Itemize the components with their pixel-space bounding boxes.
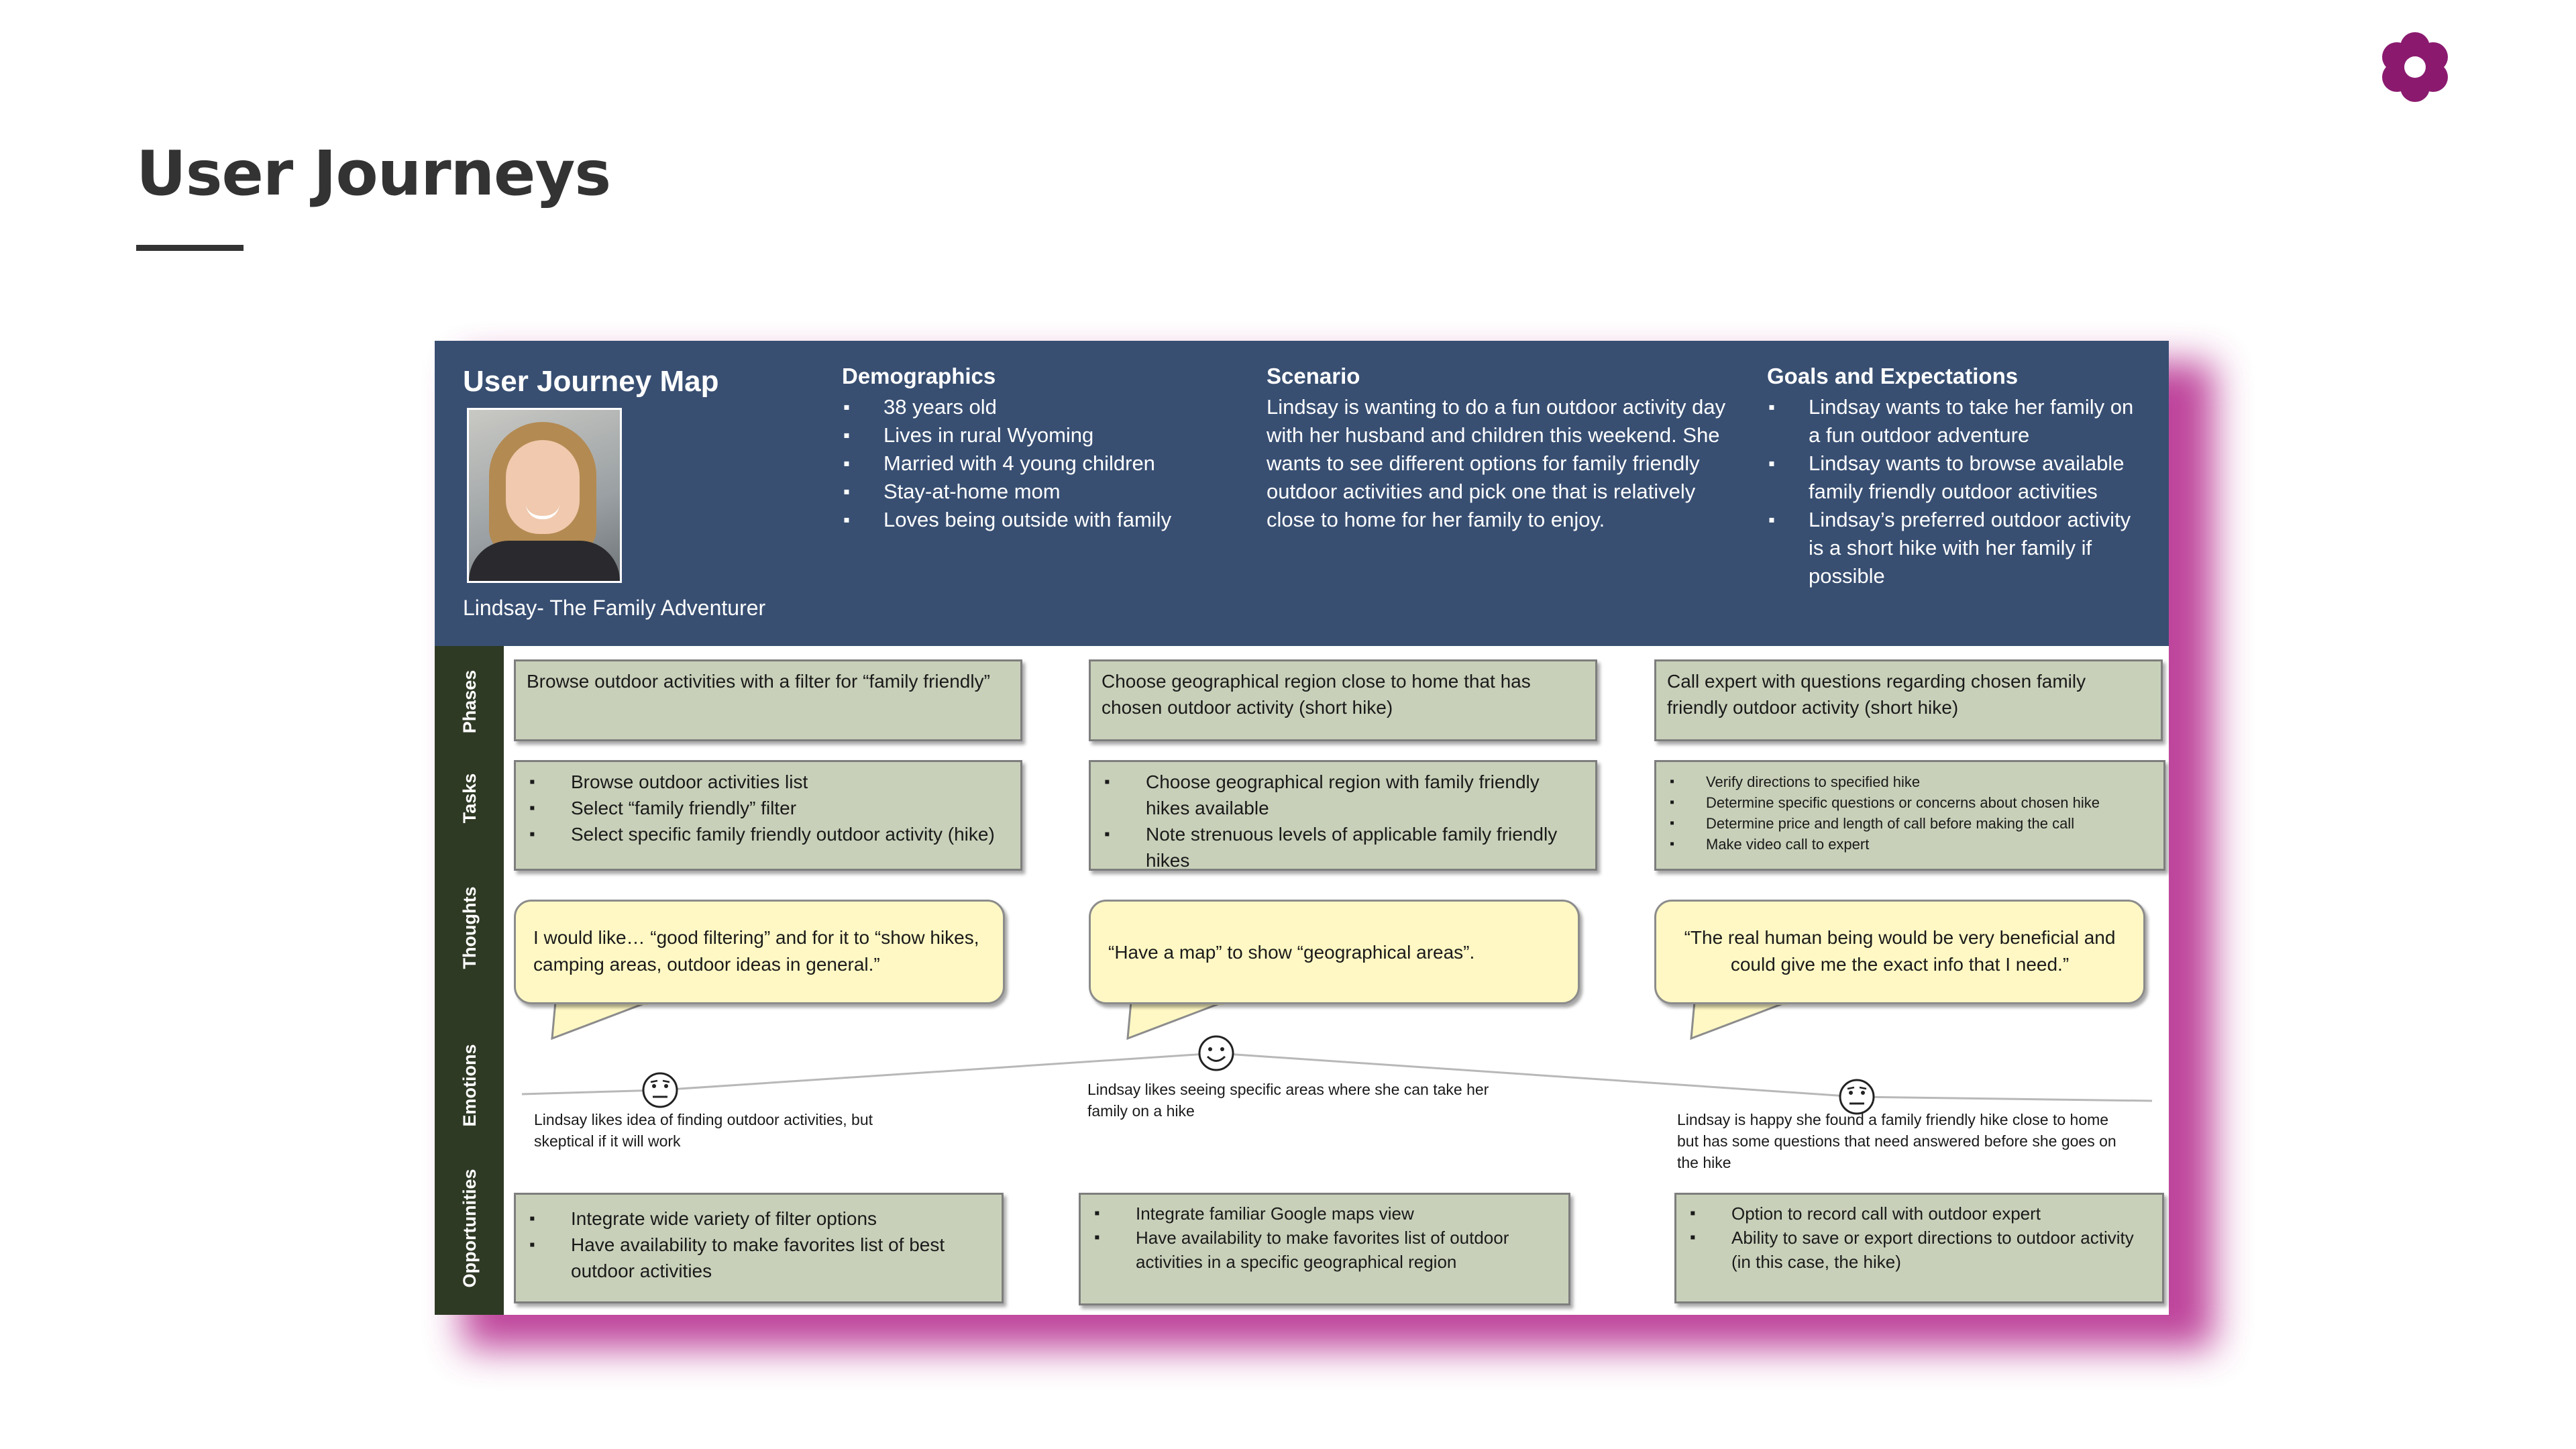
goals-item: ▪ Lindsay wants to take her family on a fun outdoor adventure — [1809, 393, 2143, 449]
lane-label-tasks: Tasks — [460, 773, 480, 824]
task-item: ▪ Determine price and length of call before making the call — [1706, 813, 2153, 834]
neutral-face-icon — [641, 1071, 679, 1109]
lane-label-opportunities: Opportunities — [460, 1169, 480, 1288]
phase-box-1: Browse outdoor activities with a filter for “family friendly” — [514, 659, 1022, 741]
bubble-tail — [1688, 1002, 1795, 1042]
task-item: ▪ Select specific family friendly outdoor activity (hike) — [571, 821, 1010, 847]
demographics-section — [842, 362, 1244, 534]
task-item: ▪ Choose geographical region with family friendly hikes available — [1146, 769, 1585, 821]
opportunity-item: ▪ Option to record call with outdoor expert — [1731, 1201, 2151, 1226]
opportunity-box-3 — [1674, 1193, 2164, 1303]
demographics-item: ▪ Loves being outside with family — [883, 506, 1244, 534]
task-item: ▪ Select “family friendly” filter — [571, 795, 1010, 821]
page-title: User Journeys — [136, 138, 611, 209]
scenario-section — [1267, 362, 1743, 534]
emotion-note-1: Lindsay likes idea of finding outdoor activities, but skeptical if it will work — [534, 1111, 873, 1150]
user-journey-map — [435, 341, 2169, 1315]
emotion-note-3: Lindsay is happy she found a family friendly hike close to home but has some questions that need answered before she goes on the hike — [1677, 1111, 2116, 1171]
persona-photo — [467, 408, 622, 583]
map-title: User Journey Map — [463, 365, 719, 398]
phase-box-2: Choose geographical region close to home that has chosen outdoor activity (short hike) — [1089, 659, 1597, 741]
persona-name: Lindsay- The Family Adventurer — [463, 596, 766, 620]
opportunity-item: ▪ Integrate familiar Google maps view — [1136, 1201, 1558, 1226]
phase-box-3: Call expert with questions regarding chosen family friendly outdoor activity (short hike) — [1654, 659, 2163, 741]
task-item: ▪ Verify directions to specified hike — [1706, 771, 2153, 792]
goals-item: ▪ Lindsay’s preferred outdoor activity is a short hike with her family if possible — [1809, 506, 2143, 590]
opportunity-box-1 — [514, 1193, 1004, 1303]
map-header — [435, 341, 2169, 646]
scenario-text: Lindsay is wanting to do a fun outdoor activity day with her husband and children this weekend. She wants to see different options for family friendly outdoor activities and pick one that is relatively close to home for her family to enjoy. — [1267, 395, 1726, 531]
title-underline — [136, 245, 244, 251]
scenario-heading: Scenario — [1267, 364, 1360, 388]
opportunity-item: ▪ Integrate wide variety of filter options — [571, 1205, 991, 1232]
task-item: ▪ Make video call to expert — [1706, 834, 2153, 855]
task-box-3 — [1654, 760, 2165, 871]
goals-section — [1767, 362, 2143, 590]
task-item: ▪ Determine specific questions or concerns about chosen hike — [1706, 792, 2153, 813]
demographics-item: ▪ 38 years old — [883, 393, 1244, 421]
task-box-2 — [1089, 760, 1597, 871]
lane-label-phases: Phases — [460, 669, 480, 734]
lane-label-emotions: Emotions — [460, 1044, 480, 1127]
demographics-item: ▪ Stay-at-home mom — [883, 478, 1244, 506]
demographics-heading: Demographics — [842, 364, 996, 388]
task-item: ▪ Browse outdoor activities list — [571, 769, 1010, 795]
thought-bubble-1: I would like… “good filtering” and for it to “show hikes, camping areas, outdoor ideas in general.” — [514, 900, 1005, 1004]
task-item: ▪ Note strenuous levels of applicable family friendly hikes — [1146, 821, 1585, 873]
demographics-item: ▪ Married with 4 young children — [883, 449, 1244, 478]
thought-bubble-2: “Have a map” to show “geographical areas”. — [1089, 900, 1580, 1004]
lane-label-thoughts: Thoughts — [460, 886, 480, 969]
bubble-tail — [549, 1002, 656, 1042]
smiling-face-icon — [1197, 1034, 1235, 1072]
emotion-note-2: Lindsay likes seeing specific areas where she can take her family on a hike — [1087, 1081, 1489, 1120]
opportunity-item: ▪ Have availability to make favorites list of best outdoor activities — [571, 1232, 991, 1284]
goals-item: ▪ Lindsay wants to browse available family friendly outdoor activities — [1809, 449, 2143, 506]
goals-heading: Goals and Expectations — [1767, 364, 2019, 388]
demographics-item: ▪ Lives in rural Wyoming — [883, 421, 1244, 449]
opportunity-item: ▪ Have availability to make favorites list of outdoor activities in a specific geographical region — [1136, 1226, 1558, 1274]
opportunity-item: ▪ Ability to save or export directions to outdoor activity (in this case, the hike) — [1731, 1226, 2151, 1274]
opportunity-box-2 — [1079, 1193, 1570, 1305]
task-box-1 — [514, 760, 1022, 871]
thought-bubble-3: “The real human being would be very beneficial and could give me the exact info that I need.” — [1654, 900, 2145, 1004]
flower-logo-icon — [2378, 30, 2452, 104]
lane-sidebar — [435, 646, 504, 1315]
